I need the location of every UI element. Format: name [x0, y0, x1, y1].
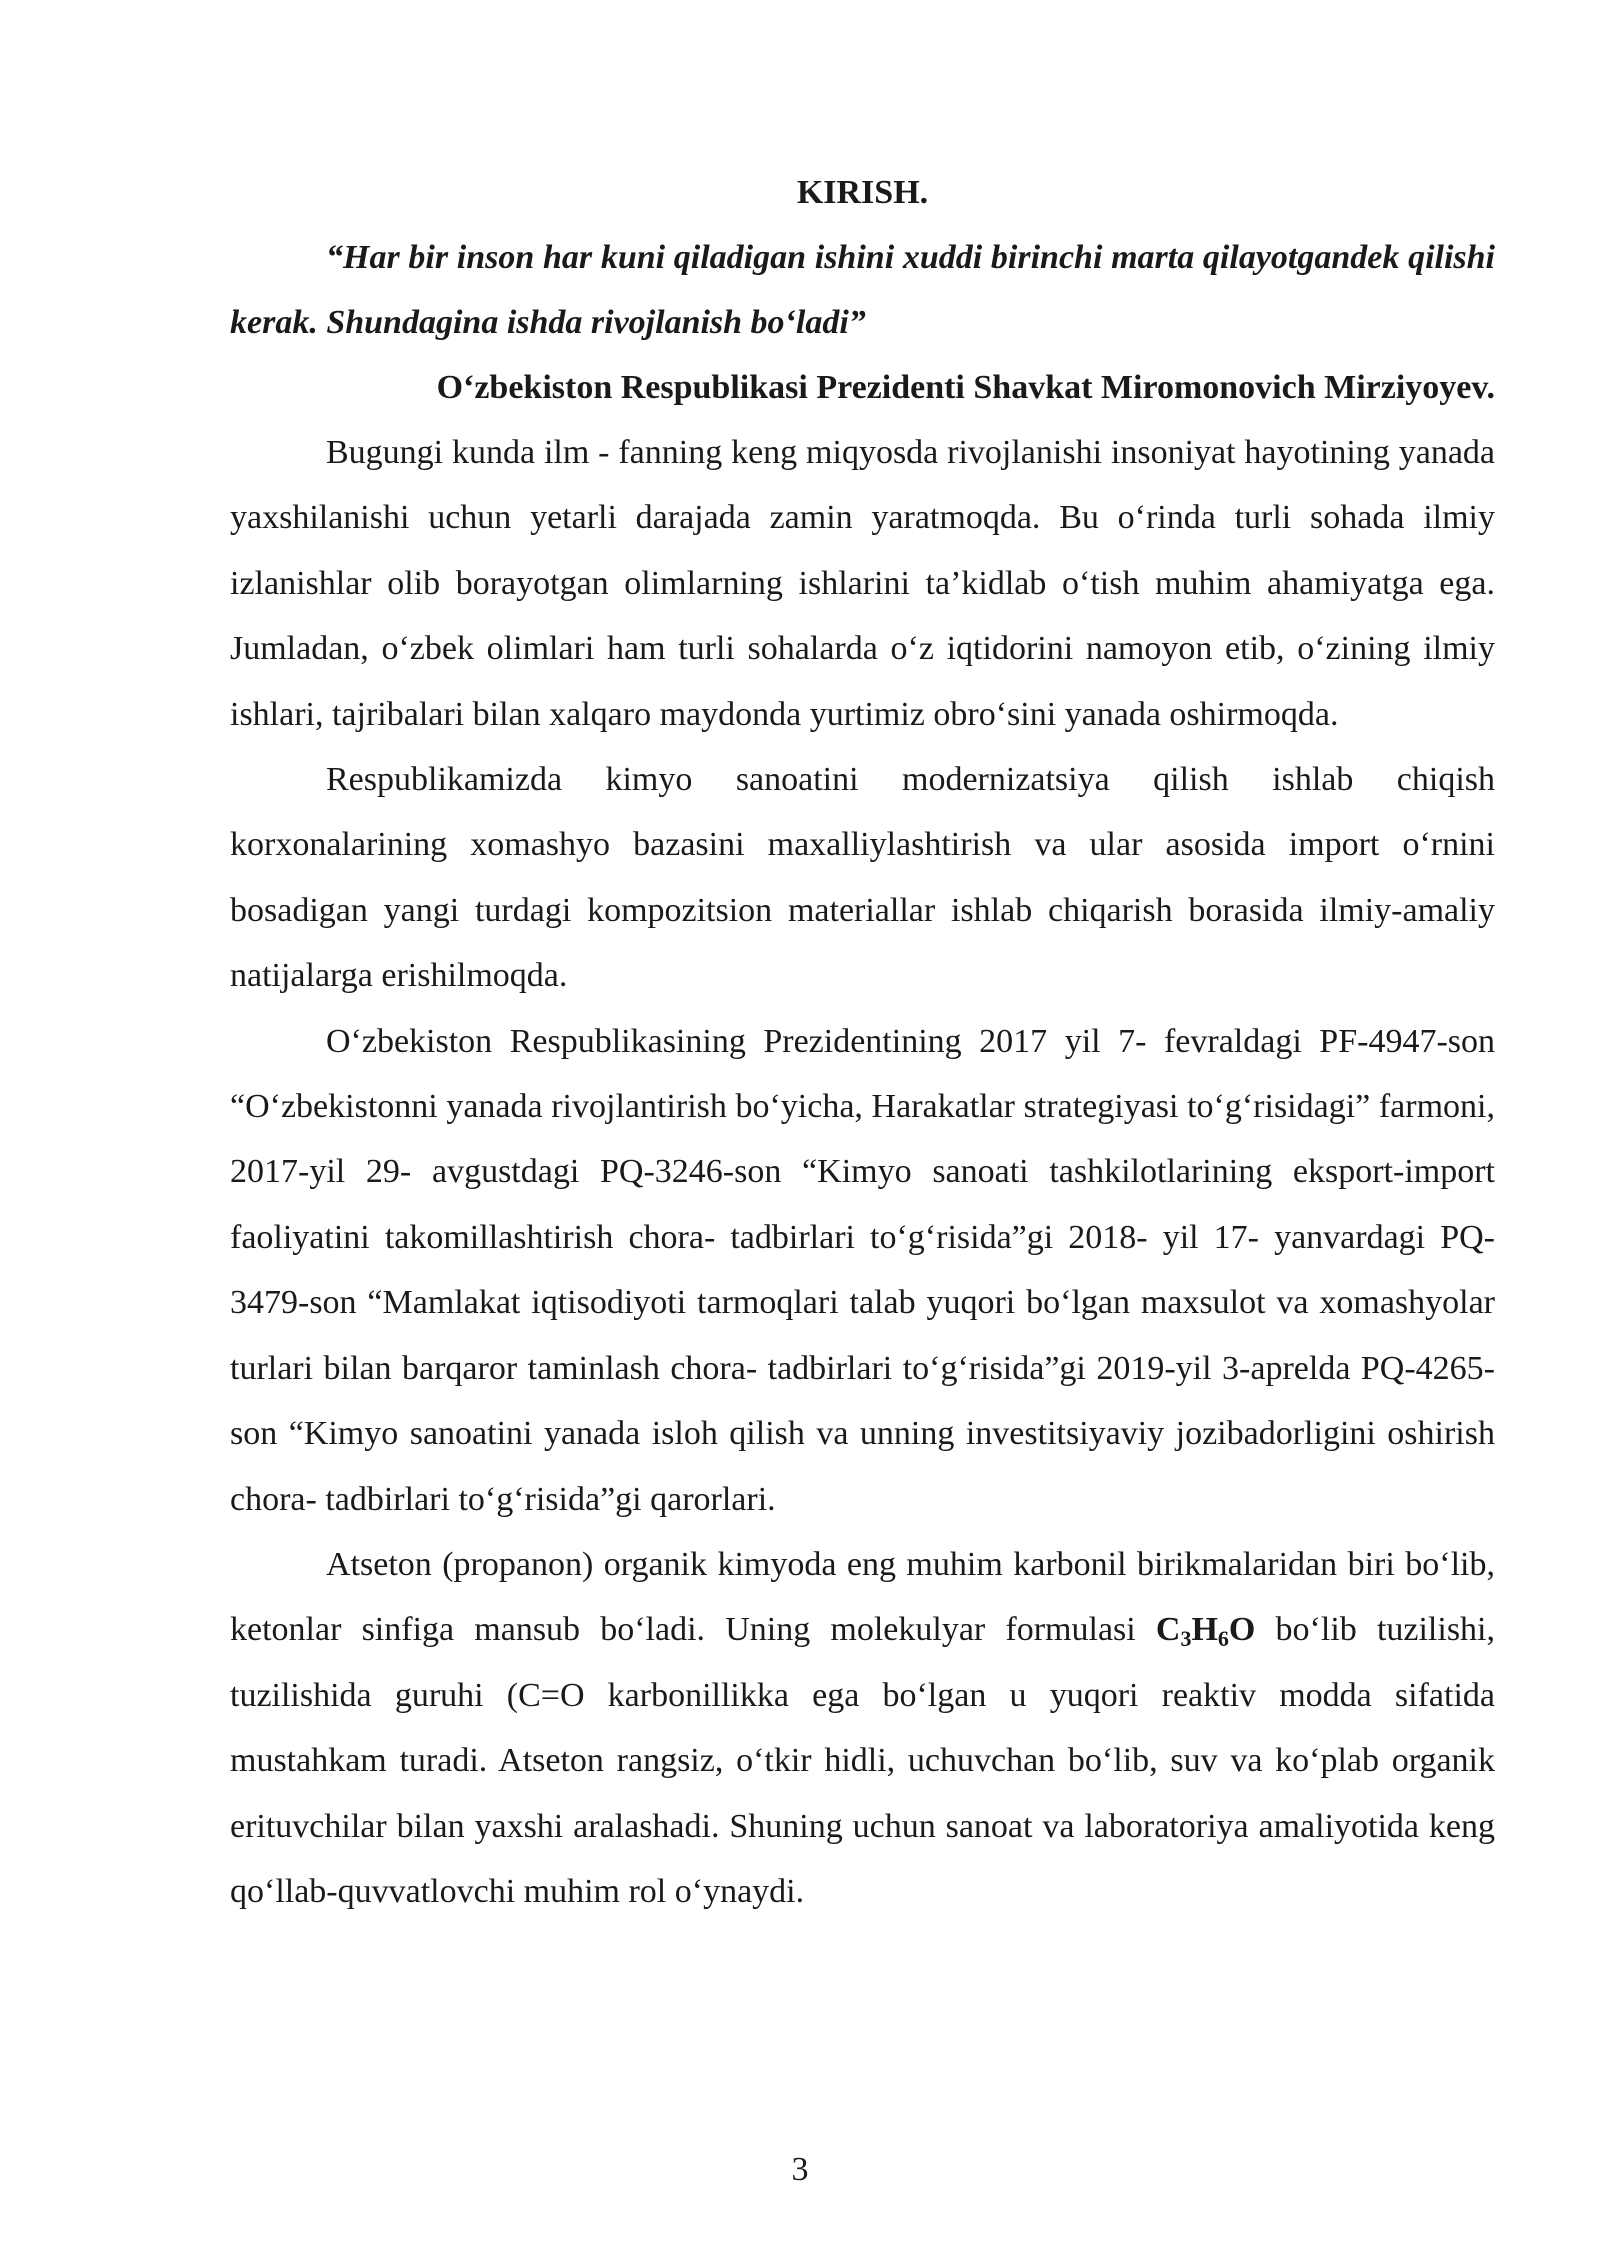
paragraph-1: Bugungi kunda ilm - fanning keng miqyosda rivojlanishi insoniyat hayotining yanada yaxshilanishi uchun yetarli darajada zamin yaratmoqda. Bu o‘rinda turli sohada ilmiy izlanishlar olib borayotgan olimlarning ishlarini ta’kidlab o‘tish muhim ahamiyatga ega. Jumladan, o‘zbek olimlari ham turli sohalarda o‘z iqtidorini namoyon etib, o‘zining ilmiy ishlari, tajribalari bilan xalqaro maydonda yurtimiz obro‘sini yanada oshirmoqda.: [230, 434, 1495, 733]
formula-hydrogen-count: 6: [1217, 1626, 1229, 1652]
paragraph-4-text-before: Atseton (propanon) organik kimyoda eng muhim karbonil birikmalaridan biri bo‘lib, ketonlar sinfiga mansub bo‘ladi. Uning molekulyar formulasi: [230, 1545, 1495, 1649]
epigraph-author: O‘zbekiston Respublikasi Prezidenti Shavkat Miromonovich Mirziyoyev.: [436, 369, 1495, 406]
section-heading: KIRISH.: [796, 174, 929, 211]
document-page: [230, 160, 1495, 1924]
epigraph-quote: “Har bir inson har kuni qiladigan ishini xuddi birinchi marta qilayotgandek qilishi kerak. Shundagina ishda rivojlanish bo‘ladi”: [230, 239, 1495, 341]
formula-carbon: C: [1155, 1611, 1181, 1649]
paragraph-3: O‘zbekiston Respublikasining Prezidentining 2017 yil 7- fevraldagi PF-4947-son “O‘zbekistonni yanada rivojlantirish bo‘yicha, Harakatlar strategiyasi to‘g‘risidagi” farmoni, 2017-yil 29- avgustdagi PQ-3246-son “Kimyo sanoati tashkilotlarining eksport-import faoliyatini takomillashtirish chora- tadbirlari to‘g‘risida”gi 2018- yil 17- yanvardagi PQ-3479-son “Mamlakat iqtisodiyoti tarmoqlari talab yuqori bo‘lgan maxsulot va xomashyolar turlari bilan barqaror taminlash chora- tadbirlari to‘g‘risida”gi 2019-yil 3-aprelda PQ-4265-son “Kimyo sanoatini yanada isloh qilish va unning investitsiyaviy jozibadorligini oshirish chora- tadbirlari to‘g‘risida”gi qarorlari.: [230, 1022, 1495, 1518]
chemical-formula: [1155, 1611, 1256, 1652]
formula-carbon-count: 3: [1180, 1626, 1192, 1652]
paragraph-4-text-after: bo‘lib tuzilishi, tuzilishida guruhi (C=O karbonillikka ega bo‘lgan u yuqori reaktiv modda sifatida mustahkam turadi. Atseton rangsiz, o‘tkir hidli, uchuvchan bo‘lib, suv va ko‘plab organik erituvchilar bilan yaxshi aralashadi. Shuning uchun sanoat va laboratoriya amaliyotida keng qo‘llab-quvvatlovchi muhim rol o‘ynaydi.: [230, 1611, 1495, 1910]
formula-oxygen: O: [1228, 1611, 1256, 1649]
paragraph-2: Respublikamizda kimyo sanoatini modernizatsiya qilish ishlab chiqish korxonalarining xomashyo bazasini maxalliylashtirish va ular asosida import o‘rnini bosadigan yangi turdagi kompozitsion materiallar ishlab chiqarish borasida ilmiy-amaliy natijalarga erishilmoqda.: [230, 761, 1495, 995]
paragraph-4: [230, 1532, 1495, 1924]
page-number: 3: [791, 2151, 809, 2188]
formula-hydrogen: H: [1191, 1611, 1218, 1649]
